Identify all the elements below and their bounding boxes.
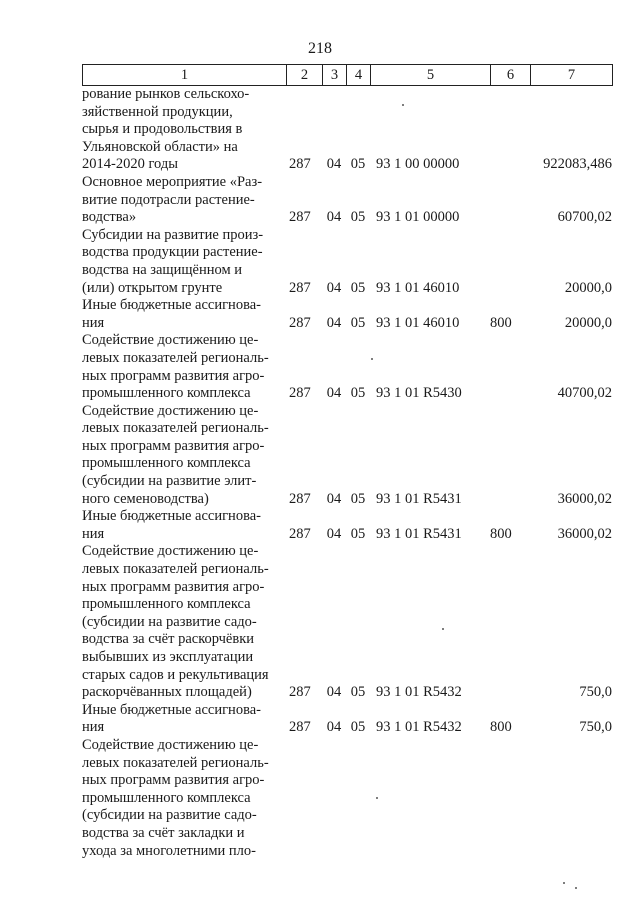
table-row (82, 737, 612, 860)
description-line: Основное мероприятие «Раз- (82, 173, 263, 190)
description-line: (субсидии на развитие садо- (82, 807, 257, 824)
column-header-3: 3 (323, 65, 347, 86)
section-code: 04 (326, 209, 342, 226)
amount: 36000,02 (557, 525, 612, 542)
column-header-7: 7 (531, 65, 613, 86)
description-line: ния (82, 314, 105, 331)
description-line: сырья и продовольствия в (82, 121, 243, 138)
table-row (82, 403, 612, 509)
amount: 60700,02 (557, 209, 612, 226)
amount: 36000,02 (557, 490, 612, 507)
row-codes (286, 209, 612, 227)
target-article-code: 93 1 01 R5431 (376, 525, 462, 542)
row-codes (286, 385, 612, 403)
ministry-code: 287 (289, 490, 311, 507)
ministry-code: 287 (289, 314, 311, 331)
target-article-code: 93 1 01 R5431 (376, 490, 462, 507)
column-header-5: 5 (371, 65, 491, 86)
subsection-code: 05 (350, 525, 366, 542)
table-row (82, 227, 612, 297)
description-line: водства за счёт закладки и (82, 824, 245, 841)
section-code: 04 (326, 525, 342, 542)
description-line: ухода за многолетними пло- (82, 842, 256, 859)
description-line: раскорчёванных площадей) (82, 684, 252, 701)
table-row (82, 297, 612, 332)
section-code: 04 (326, 490, 342, 507)
amount: 750,0 (579, 684, 612, 701)
description-line: водства продукции растение- (82, 244, 263, 261)
section-code: 04 (326, 385, 342, 402)
subsection-code: 05 (350, 385, 366, 402)
table-row (82, 543, 612, 701)
description-line: ного семеноводства) (82, 490, 209, 507)
description-line: витие подотрасли растение- (82, 191, 255, 208)
scan-speck (402, 104, 404, 106)
section-code: 04 (326, 719, 342, 736)
column-header-2: 2 (287, 65, 323, 86)
amount: 750,0 (579, 719, 612, 736)
description-line: выбывших из эксплуатации (82, 649, 254, 665)
ministry-code: 287 (289, 279, 311, 296)
section-code: 04 (326, 314, 342, 331)
description-line: Ульяновской области» на (82, 138, 238, 155)
page-number: 218 (308, 40, 332, 57)
description-line: 2014-2020 годы (82, 156, 178, 173)
row-description (82, 86, 286, 174)
table-row (82, 86, 612, 174)
description-line: ных программ развития агро- (82, 437, 265, 454)
expense-type-code: 800 (490, 314, 512, 331)
amount: 20000,0 (564, 314, 612, 331)
ministry-code: 287 (289, 684, 311, 701)
expense-type-code: 800 (490, 719, 512, 736)
amount: 922083,486 (543, 156, 612, 173)
description-line: Содействие достижению це- (82, 332, 259, 349)
ministry-code: 287 (289, 719, 311, 736)
row-codes (286, 491, 612, 509)
description-line: промышленного комплекса (82, 385, 251, 402)
ministry-code: 287 (289, 525, 311, 542)
description-line: промышленного комплекса (82, 596, 251, 613)
target-article-code: 93 1 01 R5432 (376, 684, 462, 701)
subsection-code: 05 (350, 490, 366, 507)
budget-table-body (82, 86, 612, 860)
target-article-code: 93 1 01 00000 (376, 209, 460, 226)
subsection-code: 05 (350, 279, 366, 296)
subsection-code: 05 (350, 314, 366, 331)
table-row (82, 174, 612, 227)
description-line: ния (82, 719, 105, 736)
scan-speck (376, 797, 378, 799)
description-line: (субсидии на развитие элит- (82, 473, 257, 490)
table-row (82, 508, 612, 543)
amount: 20000,0 (564, 279, 612, 296)
row-description (82, 508, 286, 543)
column-header-row (82, 64, 613, 86)
description-line: левых показателей региональ- (82, 561, 269, 578)
subsection-code: 05 (350, 209, 366, 226)
row-description (82, 403, 286, 509)
row-codes (286, 156, 612, 174)
description-line: Содействие достижению це- (82, 736, 259, 753)
description-line: ных программ развития агро- (82, 367, 265, 384)
ministry-code: 287 (289, 385, 311, 402)
scan-speck (575, 887, 577, 889)
column-header-6: 6 (491, 65, 531, 86)
description-line: водства за счёт раскорчёвки (82, 631, 255, 648)
row-description (82, 297, 286, 332)
description-line: Иные бюджетные ассигнова- (82, 508, 261, 525)
target-article-code: 93 1 01 R5432 (376, 719, 462, 736)
row-description (82, 227, 286, 297)
table-row (82, 332, 612, 402)
row-description (82, 702, 286, 737)
row-description (82, 737, 286, 860)
subsection-code: 05 (350, 684, 366, 701)
scan-speck (563, 882, 565, 884)
row-codes (286, 315, 612, 333)
description-line: водства на защищённом и (82, 261, 243, 278)
description-line: промышленного комплекса (82, 455, 251, 472)
description-line: зяйственной продукции, (82, 103, 233, 120)
subsection-code: 05 (350, 156, 366, 173)
column-header-1: 1 (83, 65, 287, 86)
ministry-code: 287 (289, 156, 311, 173)
row-description (82, 332, 286, 402)
description-line: Иные бюджетные ассигнова- (82, 297, 261, 314)
description-line: рование рынков сельскохо- (82, 86, 250, 102)
description-line: (или) открытом грунте (82, 279, 223, 296)
row-codes (286, 280, 612, 298)
table-row (82, 702, 612, 737)
description-line: ных программ развития агро- (82, 578, 265, 595)
expense-type-code: 800 (490, 525, 512, 542)
target-article-code: 93 1 01 46010 (376, 314, 460, 331)
description-line: Субсидии на развитие произ- (82, 226, 264, 243)
target-article-code: 93 1 01 46010 (376, 279, 460, 296)
row-description (82, 174, 286, 227)
description-line: Содействие достижению це- (82, 402, 259, 419)
section-code: 04 (326, 279, 342, 296)
description-line: водства» (82, 209, 137, 226)
target-article-code: 93 1 00 00000 (376, 156, 460, 173)
row-description (82, 543, 286, 701)
section-code: 04 (326, 156, 342, 173)
description-line: ных программ развития агро- (82, 772, 265, 789)
row-codes (286, 719, 612, 737)
target-article-code: 93 1 01 R5430 (376, 385, 462, 402)
row-codes (286, 684, 612, 702)
amount: 40700,02 (557, 385, 612, 402)
description-line: ния (82, 525, 105, 542)
scan-speck (371, 358, 373, 360)
section-code: 04 (326, 684, 342, 701)
description-line: левых показателей региональ- (82, 754, 269, 771)
description-line: Содействие достижению це- (82, 543, 259, 560)
ministry-code: 287 (289, 209, 311, 226)
row-codes (286, 526, 612, 544)
subsection-code: 05 (350, 719, 366, 736)
description-line: Иные бюджетные ассигнова- (82, 701, 261, 718)
description-line: левых показателей региональ- (82, 420, 269, 437)
column-header-4: 4 (347, 65, 371, 86)
description-line: (субсидии на развитие садо- (82, 613, 257, 630)
scan-speck (442, 628, 444, 630)
description-line: старых садов и рекультивация (82, 666, 269, 683)
description-line: промышленного комплекса (82, 789, 251, 806)
description-line: левых показателей региональ- (82, 349, 269, 366)
